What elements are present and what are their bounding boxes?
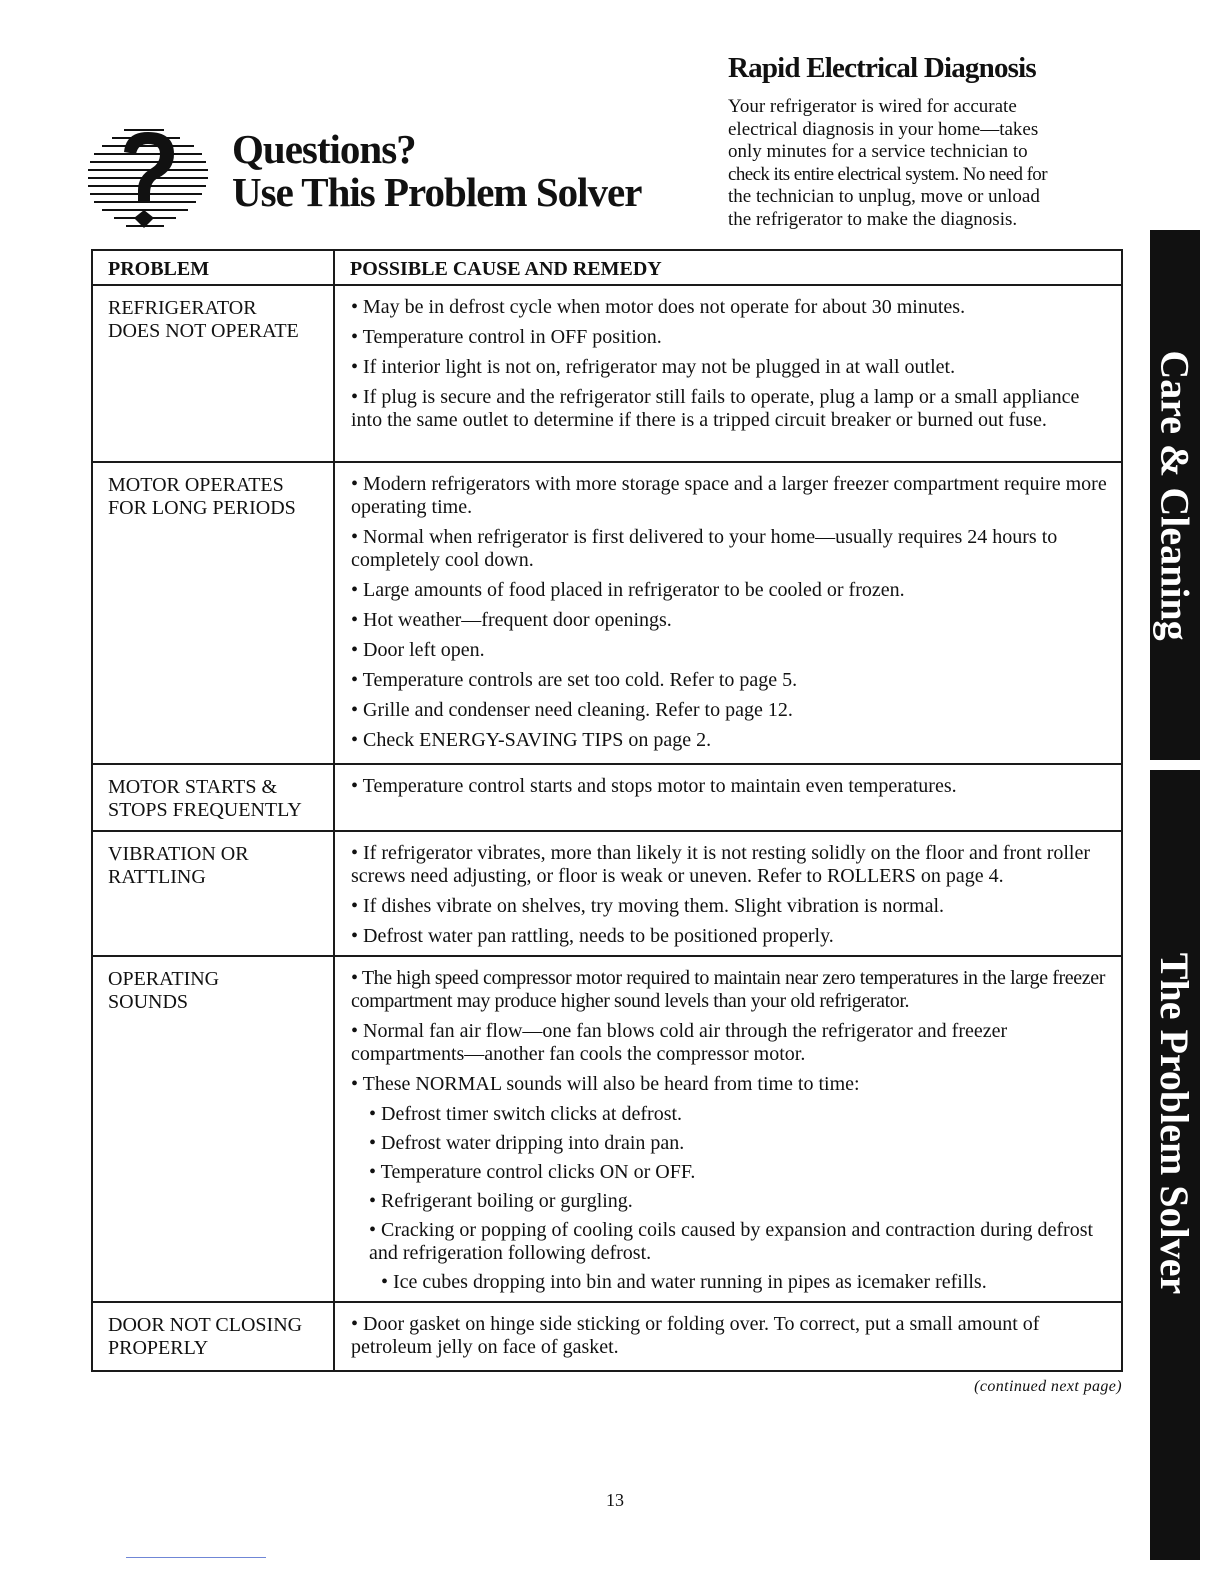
table-row <box>92 462 1122 764</box>
table-header-row <box>92 250 1122 285</box>
side-tab-label: Care & Cleaning <box>1152 349 1198 641</box>
remedy-cell: • Door gasket on hinge side sticking or folding over. To correct, put a small amount of petroleum jelly on face of gasket. <box>334 1302 1122 1371</box>
problem-cell: DOOR NOT CLOSING PROPERLY <box>92 1302 334 1371</box>
problem-cell: MOTOR STARTS & STOPS FREQUENTLY <box>92 764 334 831</box>
continued-note: (continued next page) <box>974 1378 1122 1395</box>
remedy-cell: • If refrigerator vibrates, more than likely it is not resting solidly on the floor and front roller screws need adjusting, or floor is weak or uneven. Refer to ROLLERS on page 4. • If dishes vibrate on shelves, try moving them. Slight vibration is normal. • Defrost water pan rattling, needs to be positioned properly. <box>334 831 1122 956</box>
table-row <box>92 764 1122 831</box>
remedy-cell: • Temperature control starts and stops motor to maintain even temperatures. <box>334 764 1122 831</box>
page-title <box>232 128 641 214</box>
column-header-remedy: POSSIBLE CAUSE AND REMEDY <box>334 250 1122 285</box>
title-line-1: Questions? <box>232 126 416 172</box>
remedy-cell: • May be in defrost cycle when motor does not operate for about 30 minutes. • Temperature control in OFF position. • If interior light is not on, refrigerator may not be plugged in at wall outlet. • If plug is secure and the refrigerator still fails to operate, plug a lamp or a small appliance into the same outlet to determine if there is a tripped circuit breaker or burned out fuse. <box>334 285 1122 462</box>
side-tab-problem-solver <box>1150 770 1200 1560</box>
remedy-cell: • The high speed compressor motor required to maintain near zero temperatures in the large freezer compartment may produce higher sound levels than your old refrigerator. • Normal fan air flow—one fan blows cold air through the refrigerator and freezer compartments—another fan cools the compressor motor. • These NORMAL sounds will also be heard from time to time: • Defrost timer switch clicks at defrost. • Defrost water dripping into drain pan. • Temperature control clicks ON or OFF. • Refrigerant boiling or gurgling. • Cracking or popping of cooling coils caused by expansion and contraction during defrost and refrigeration following defrost. • Ice cubes dropping into bin and water running in pipes as icemaker refills. <box>334 956 1122 1302</box>
title-line-2: Use This Problem Solver <box>232 169 642 215</box>
page-number: 13 <box>606 1490 624 1510</box>
side-tab-label: The Problem Solver <box>1152 952 1198 1295</box>
remedy-cell: • Modern refrigerators with more storage space and a larger freezer compartment require more operating time. • Normal when refrigerator is first delivered to your home—usually requires 24 hours to completely cool down. • Large amounts of food placed in refrigerator to be cooled or frozen. • Hot weather—frequent door openings. • Door left open. • Temperature controls are set too cold. Refer to page 5. • Grille and condenser need cleaning. Refer to page 12. • Check ENERGY-SAVING TIPS on page 2. <box>334 462 1122 764</box>
divider <box>126 1557 266 1558</box>
table-row <box>92 285 1122 462</box>
table-row <box>92 956 1122 1302</box>
problem-cell: OPERATING SOUNDS <box>92 956 334 1302</box>
question-mark-icon <box>84 118 212 236</box>
problem-solver-table <box>91 249 1123 1372</box>
column-header-problem: PROBLEM <box>92 250 334 285</box>
table-row <box>92 831 1122 956</box>
table-row <box>92 1302 1122 1371</box>
problem-cell: MOTOR OPERATES FOR LONG PERIODS <box>92 462 334 764</box>
rapid-diagnosis-text: Your refrigerator is wired for accurate electrical diagnosis in your home—takes only minutes for a service technician to check its entire electrical system. No need for the technician to unplug, move or unload the refrigerator to make the diagnosis. <box>728 96 1047 230</box>
problem-cell: REFRIGERATOR DOES NOT OPERATE <box>92 285 334 462</box>
side-tab-care-cleaning <box>1150 230 1200 760</box>
rapid-diagnosis-heading: Rapid Electrical Diagnosis <box>728 52 1036 84</box>
problem-cell: VIBRATION OR RATTLING <box>92 831 334 956</box>
